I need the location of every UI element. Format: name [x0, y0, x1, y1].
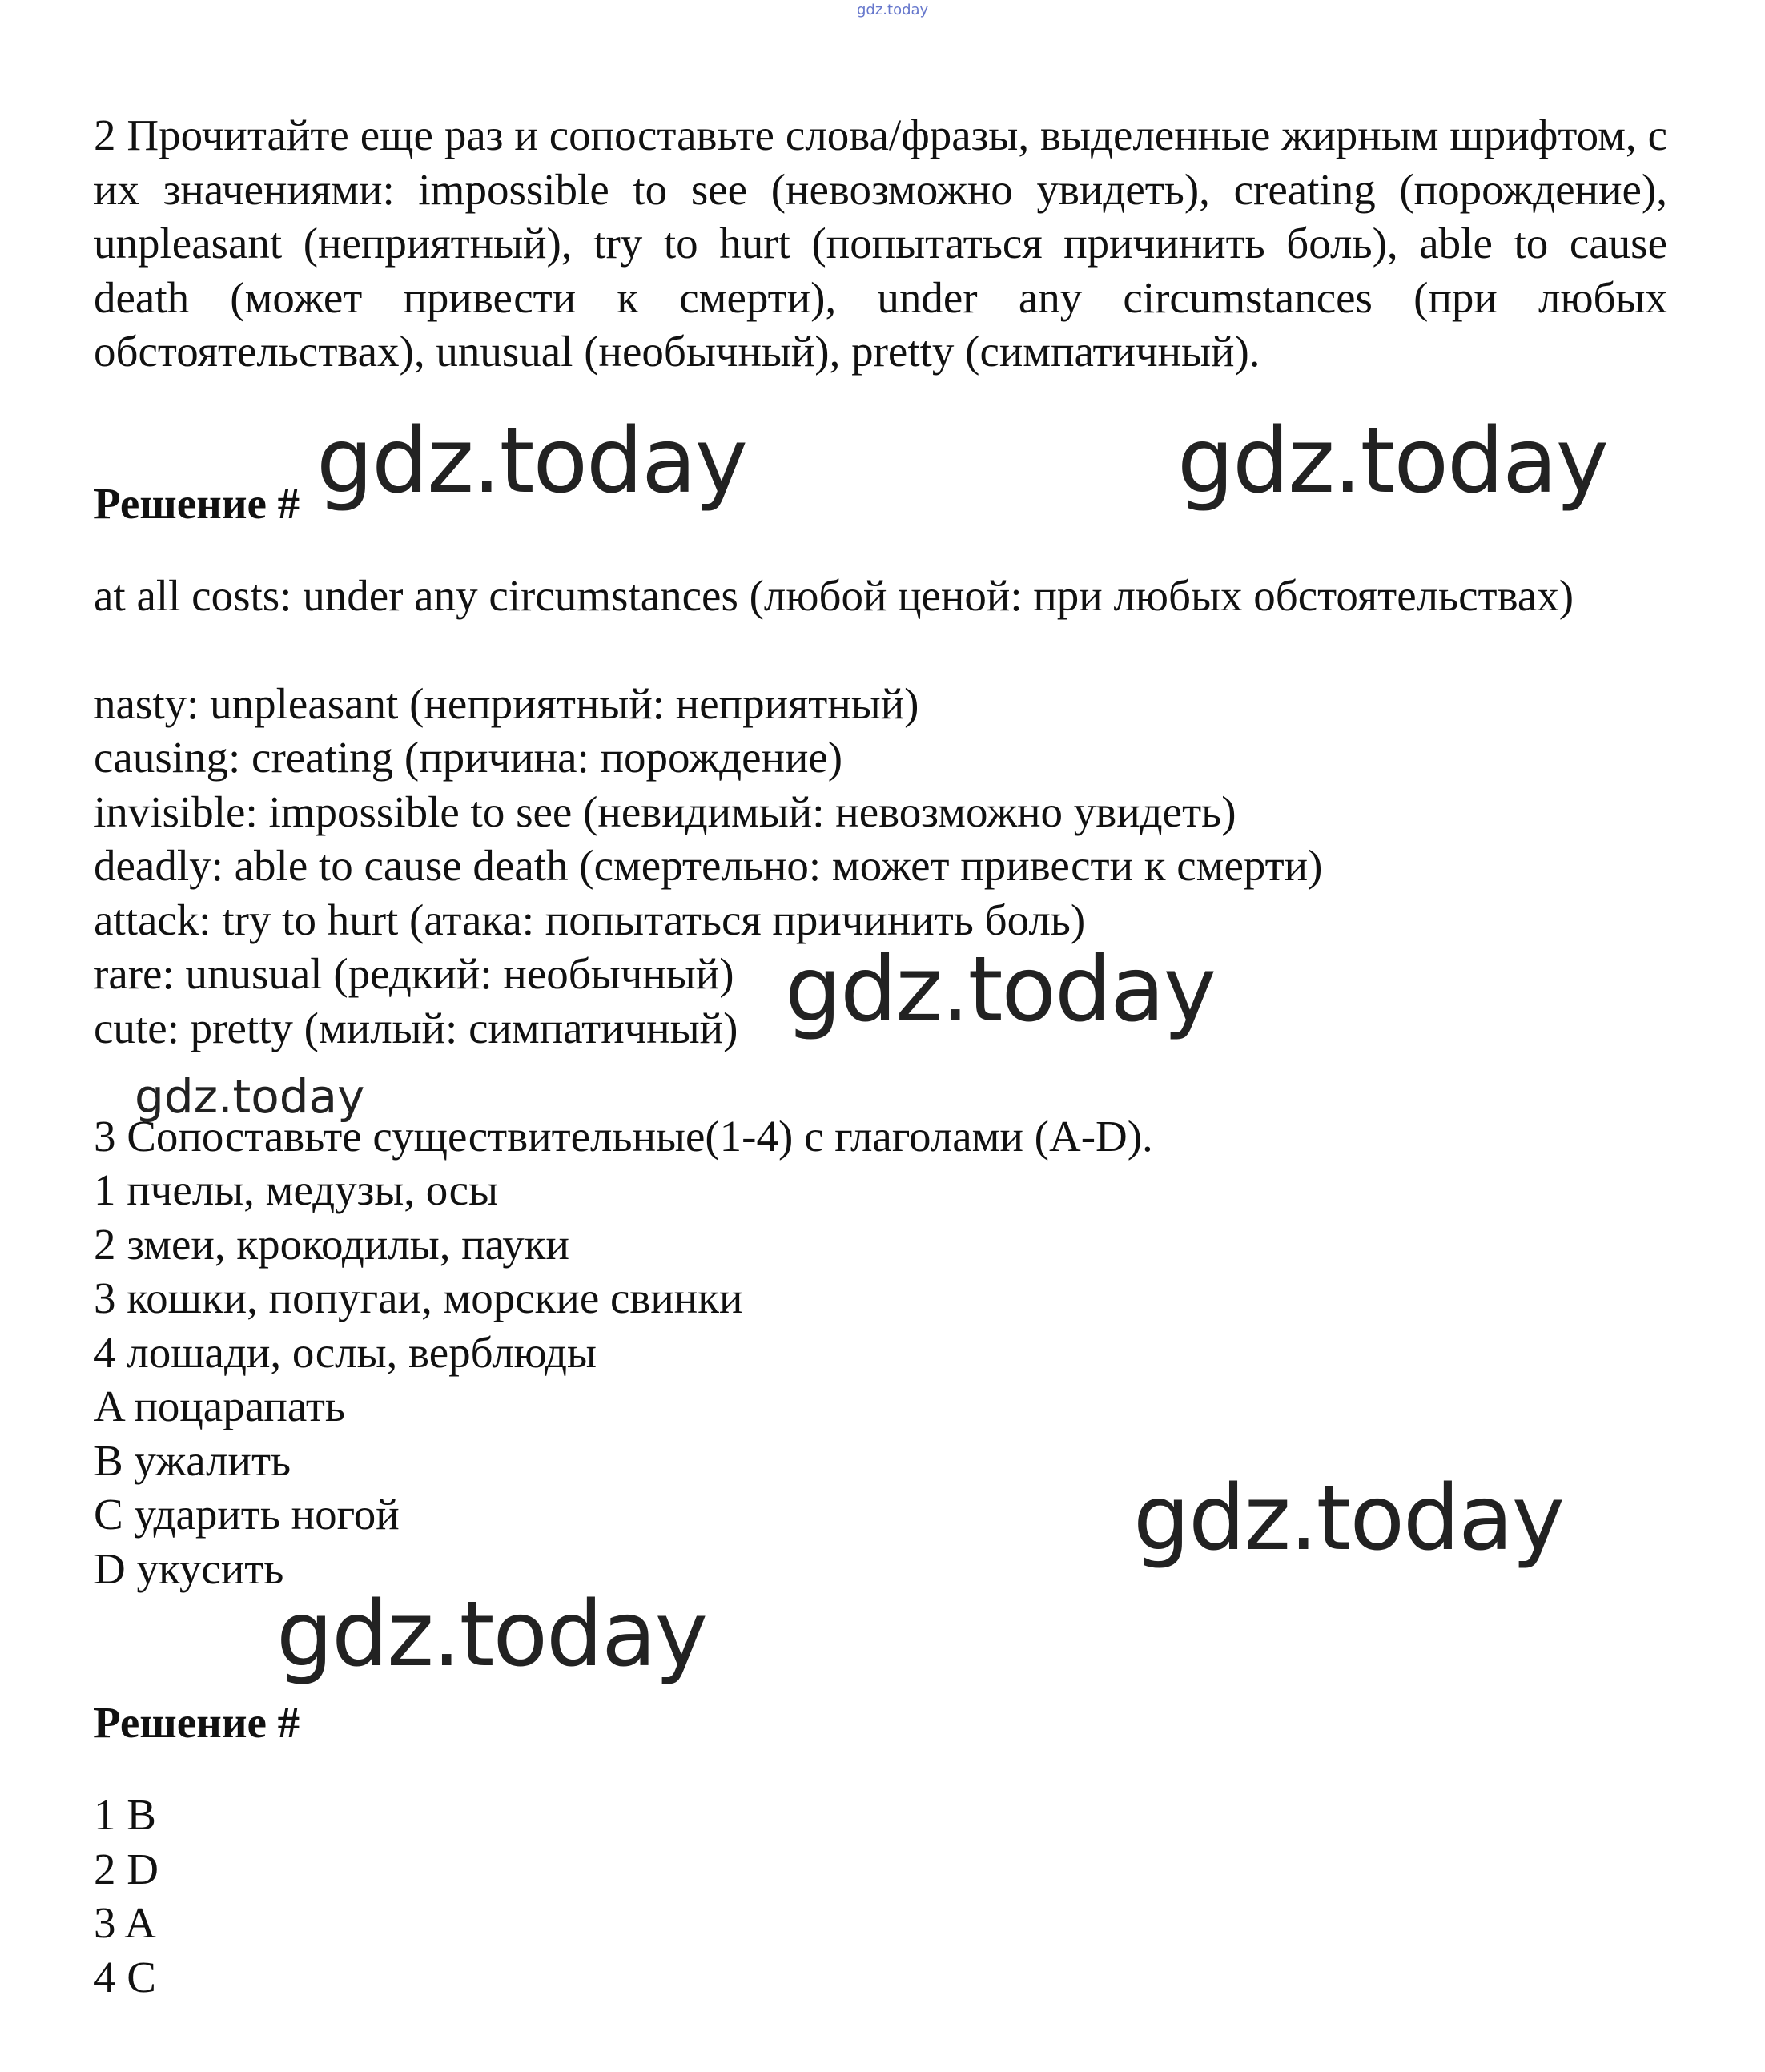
task2-answer-0: at all costs: under any circumstances (любой ценой: при любых обстоятельствах)	[94, 571, 1574, 620]
watermark: gdz.today	[1177, 409, 1608, 513]
task2-text: 2 Прочитайте еще раз и сопоставьте слова/фразы, выделенные жирным шрифтом, с их значениями: impossible to see (невозможно увидеть), creating (порождение), unpleasant (неприятный), try to hurt (попытаться причинить боль), able to cause death (может привести к смерти), under any circumstances (при любых обстоятельствах), unusual (необычный), pretty (симпатичный).	[94, 111, 1667, 376]
task2-solution-heading: Решение #	[94, 479, 300, 528]
task3-noun-1: 1 пчелы, медузы, осы	[94, 1165, 499, 1214]
task3-verb-b: B ужалить	[94, 1436, 291, 1485]
task3-answer-4: 4 C	[94, 1953, 156, 2002]
task3-title: 3 Сопоставьте существительные(1-4) с глаголами (A-D).	[94, 1112, 1153, 1161]
task2-answer-5: attack: try to hurt (атака: попытаться причинить боль)	[94, 895, 1086, 944]
task3-answer-2: 2 D	[94, 1845, 159, 1893]
task2-answer-6: rare: unusual (редкий: необычный)	[94, 949, 734, 998]
task3-verb-d: D укусить	[94, 1544, 284, 1593]
task3-answer-1: 1 B	[94, 1790, 156, 1839]
watermark: gdz.today	[1133, 1466, 1564, 1571]
task3-verb-a: A поцарапать	[94, 1382, 345, 1430]
watermark: gdz.today	[276, 1583, 707, 1687]
top-watermark: gdz.today	[857, 2, 929, 18]
watermark: gdz.today	[316, 409, 747, 513]
task3-verb-c: C ударить ногой	[94, 1490, 400, 1539]
task2-answer-7: cute: pretty (милый: симпатичный)	[94, 1004, 738, 1052]
watermark: gdz.today	[785, 938, 1216, 1042]
task3-answer-3: 3 A	[94, 1898, 156, 1947]
task2-answer-2: causing: creating (причина: порождение)	[94, 733, 843, 782]
task2-answer-1: nasty: unpleasant (неприятный: неприятный)	[94, 679, 919, 728]
task3-noun-4: 4 лошади, ослы, верблюды	[94, 1328, 597, 1377]
task3-noun-3: 3 кошки, попугаи, морские свинки	[94, 1273, 743, 1322]
task3-noun-2: 2 змеи, крокодилы, пауки	[94, 1220, 569, 1269]
task3-solution-heading: Решение #	[94, 1698, 300, 1747]
task2-answer-3: invisible: impossible to see (невидимый: невозможно увидеть)	[94, 787, 1236, 836]
task2-answer-4: deadly: able to cause death (смертельно: может привести к смерти)	[94, 841, 1323, 890]
watermark: gdz.today	[135, 1069, 365, 1124]
